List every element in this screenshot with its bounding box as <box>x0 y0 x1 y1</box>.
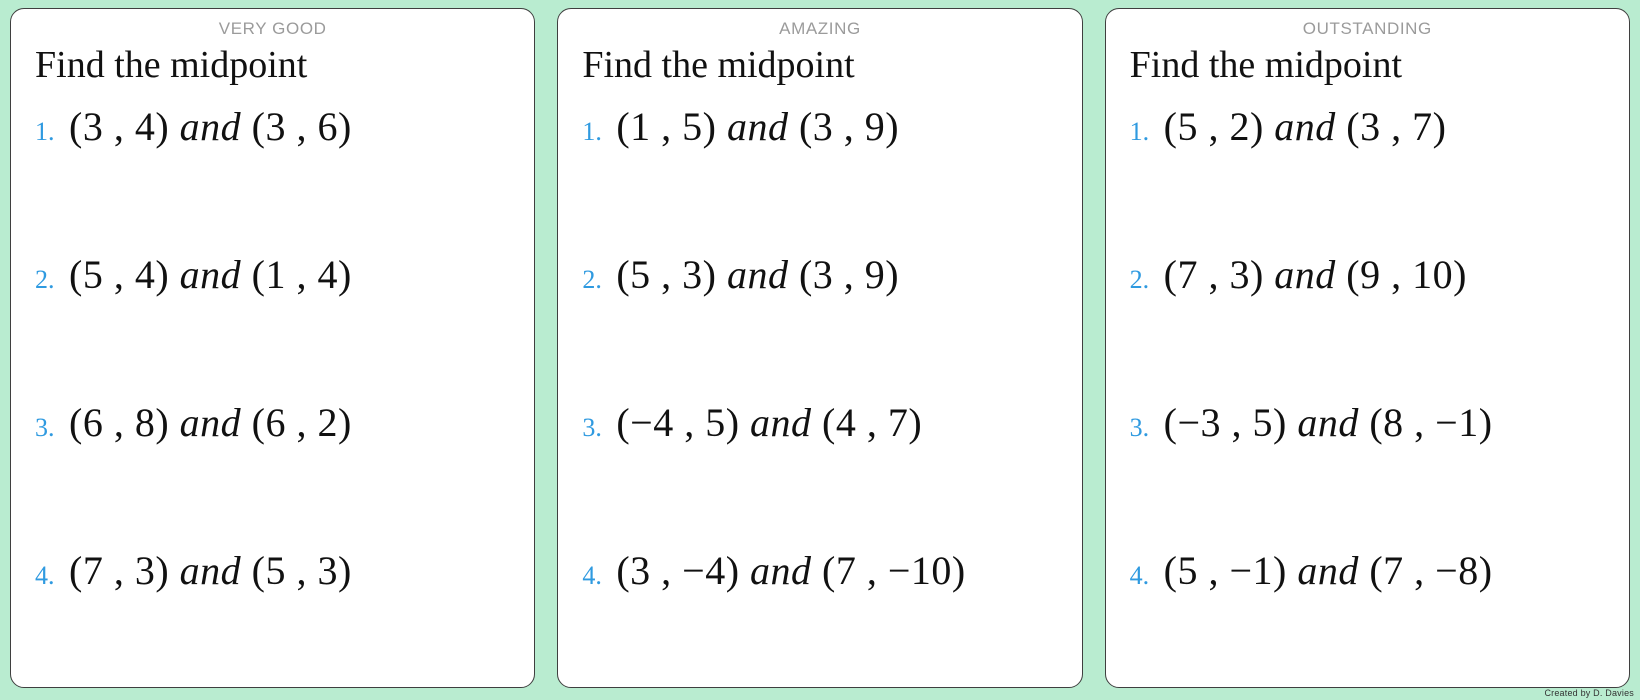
question-text <box>1164 399 1493 446</box>
question-number: 1. <box>582 116 602 146</box>
list-item <box>576 399 1063 547</box>
question-list <box>1124 103 1611 688</box>
question-text <box>616 251 899 298</box>
question-part-prefix: (−4 , 5) <box>616 399 751 445</box>
question-text <box>1164 103 1447 150</box>
question-part-prefix: (3 , −4) <box>616 547 751 593</box>
question-text <box>69 103 352 150</box>
worksheet-card-outstanding <box>1105 8 1630 688</box>
question-part-suffix: (1 , 4) <box>241 251 352 297</box>
question-part-suffix: (9 , 10) <box>1335 251 1467 297</box>
question-number: 3. <box>35 412 55 442</box>
question-part-conjunction: and <box>179 103 242 149</box>
question-part-conjunction: and <box>179 547 242 593</box>
question-number: 3. <box>1129 412 1150 442</box>
question-text <box>616 547 965 594</box>
question-part-suffix: (7 , −8) <box>1358 547 1493 593</box>
question-part-prefix: (5 , 2) <box>1163 103 1275 149</box>
question-part-prefix: (5 , −1) <box>1163 547 1298 593</box>
question-part-suffix: (3 , 9) <box>788 103 900 149</box>
card-level-label: VERY GOOD <box>218 19 327 38</box>
list-item <box>1124 103 1611 251</box>
card-title: Find the midpoint <box>1129 43 1403 86</box>
list-item <box>1124 547 1611 688</box>
card-level-label: OUTSTANDING <box>1302 19 1432 38</box>
worksheet-card-very-good <box>10 8 535 688</box>
question-number: 1. <box>1129 116 1150 146</box>
question-part-prefix: (7 , 3) <box>69 547 180 593</box>
question-part-suffix: (6 , 2) <box>241 399 352 445</box>
question-part-suffix: (3 , 7) <box>1335 103 1447 149</box>
question-part-prefix: (5 , 3) <box>616 251 727 297</box>
question-part-conjunction: and <box>726 251 789 297</box>
question-number: 2. <box>35 264 55 294</box>
list-item <box>29 399 516 547</box>
list-item <box>29 103 516 251</box>
card-title: Find the midpoint <box>582 43 855 86</box>
question-part-suffix: (7 , −10) <box>811 547 966 593</box>
list-item <box>576 103 1063 251</box>
question-text <box>69 251 352 298</box>
question-part-conjunction: and <box>1274 103 1336 149</box>
question-part-conjunction: and <box>1297 547 1359 593</box>
question-number: 4. <box>35 560 55 590</box>
question-number: 1. <box>35 116 55 146</box>
question-part-suffix: (4 , 7) <box>811 399 923 445</box>
question-part-prefix: (5 , 4) <box>69 251 180 297</box>
list-item <box>29 251 516 399</box>
question-number: 2. <box>582 264 602 294</box>
list-item <box>576 547 1063 688</box>
question-text <box>69 547 352 594</box>
question-text <box>1164 547 1493 594</box>
question-text <box>616 103 899 150</box>
question-part-prefix: (1 , 5) <box>616 103 727 149</box>
question-list <box>29 103 516 688</box>
question-part-suffix: (5 , 3) <box>241 547 352 593</box>
question-part-prefix: (−3 , 5) <box>1163 399 1298 445</box>
question-part-conjunction: and <box>1297 399 1359 445</box>
question-part-conjunction: and <box>726 103 789 149</box>
list-item <box>576 251 1063 399</box>
question-number: 2. <box>1129 264 1150 294</box>
question-number: 4. <box>582 560 602 590</box>
question-part-suffix: (3 , 6) <box>241 103 352 149</box>
question-part-prefix: (7 , 3) <box>1163 251 1275 297</box>
credit-text: Created by D. Davies <box>1544 688 1634 698</box>
list-item <box>1124 399 1611 547</box>
worksheet-card-amazing <box>557 8 1082 688</box>
question-list <box>576 103 1063 688</box>
card-title: Find the midpoint <box>35 43 308 86</box>
question-number: 4. <box>1129 560 1150 590</box>
question-number: 3. <box>582 412 602 442</box>
question-text <box>1164 251 1467 298</box>
question-part-conjunction: and <box>750 399 812 445</box>
question-part-prefix: (3 , 4) <box>69 103 180 149</box>
question-part-conjunction: and <box>1274 251 1336 297</box>
list-item <box>29 547 516 688</box>
question-part-suffix: (3 , 9) <box>788 251 900 297</box>
list-item <box>1124 251 1611 399</box>
question-part-conjunction: and <box>750 547 812 593</box>
question-text <box>616 399 922 446</box>
question-part-conjunction: and <box>179 399 242 445</box>
question-text <box>69 399 352 446</box>
card-level-label: AMAZING <box>779 19 861 38</box>
question-part-suffix: (8 , −1) <box>1358 399 1493 445</box>
question-part-conjunction: and <box>179 251 242 297</box>
question-part-prefix: (6 , 8) <box>69 399 180 445</box>
